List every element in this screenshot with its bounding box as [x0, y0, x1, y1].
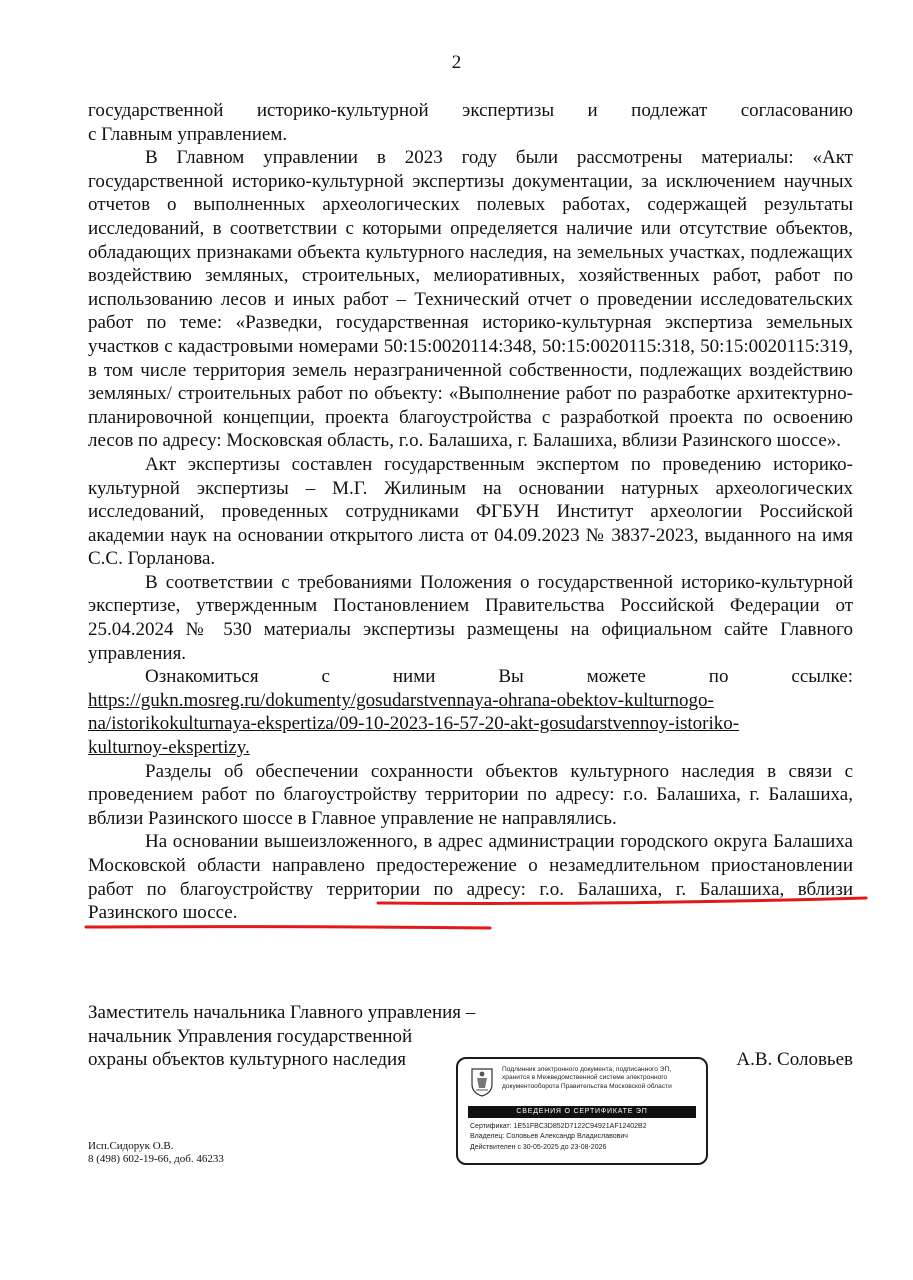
certificate-validity: Действителен с 30-05-2025 до 23-08-2026	[470, 1143, 607, 1151]
paragraph-regulation: В соответствии с требованиями Положения о государственной историко-культурной экспертизе, утвержденным Постановлением Правительства Российской Федерации от 25.04.2024 № 530 материалы экспертизы размещены на официальном сайте Главного управления.	[88, 571, 853, 664]
signer-name: А.В. Соловьев	[736, 1049, 853, 1070]
signature-block	[88, 1001, 508, 1072]
paragraph-1-line-1: государственной историко-культурной экспертизы и подлежат согласованию	[88, 100, 853, 121]
expertise-link-line-1[interactable]: https://gukn.mosreg.ru/dokumenty/gosudarstvennaya-ohrana-obektov-kulturnogo-	[88, 689, 714, 711]
electronic-signature-stamp	[456, 1057, 708, 1165]
paragraph-link-intro: Ознакомиться с ними Вы можете по ссылке:	[145, 666, 853, 688]
expertise-link-line-3[interactable]: kulturnoy-ekspertizy.	[88, 737, 250, 759]
paragraph-expert-act: Акт экспертизы составлен государственным экспертом по проведению историко-культурной экспертизы – М.Г. Жилиным на основании натурных археологических исследований, проведенных сотрудниками ФГБУН Институт археологии Российской академии наук на основании открытого листа от 04.09.2023 № 3837-2023, выданного на имя С.С. Горланова.	[88, 453, 853, 570]
red-underline-2	[86, 927, 490, 928]
expertise-link-line-2[interactable]: na/istorikokulturnaya-ekspertiza/09-10-2023-16-57-20-akt-gosudarstvennoy-istoriko-	[88, 713, 740, 735]
stamp-note-line-3: документооборота Правительства Московской области	[502, 1082, 672, 1090]
paragraph-sections: Разделы об обеспечении сохранности объектов культурного наследия в связи с проведением работ по благоустройству территории по адресу: г.о. Балашиха, г. Балашиха, вблизи Разинского шоссе в Главное управление не направлялись.	[88, 760, 853, 829]
expertise-link[interactable]	[88, 689, 853, 760]
executor-info	[88, 1140, 224, 1166]
stamp-note	[502, 1066, 702, 1091]
coat-of-arms-icon	[468, 1066, 496, 1098]
signatory-title-line-1: Заместитель начальника Главного управления –	[88, 1002, 476, 1023]
executor-name: Исп.Сидорук О.В.	[88, 1140, 174, 1152]
paragraph-materials: В Главном управлении в 2023 году были рассмотрены материалы: «Акт государственной историко-культурной экспертизы документации, за исключением научных отчетов о выполненных археологических полевых работах, содержащей результаты исследований, в соответствии с которыми определяется наличие или отсутствие объектов, обладающих признаками объекта культурного наследия, на земельных участках, подлежащих воздействию земляных, строительных, мелиоративных, хозяйственных работ, работ по использованию лесов и иных работ – Технический отчет о проведении исследовательских работ по теме: «Разведки, государственная историко-культурная экспертиза земельных участков с кадастровыми номерами 50:15:0020114:348, 50:15:0020115:318, 50:15:0020115:319, в том числе территория земель неразграниченной собственности, подлежащих воздействию земляных/ строительных работ по объекту: «Выполнение работ по разработке архитектурно-планировочной концепции, проекта благоустройства с разработкой проекта по освоению лесов по адресу: Московская область, г.о. Балашиха, г. Балашиха, вблизи Разинского шоссе».	[88, 147, 853, 452]
certificate-owner: Владелец: Соловьев Александр Владиславович	[470, 1133, 628, 1141]
signatory-title-line-2: начальник Управления государственной	[88, 1025, 413, 1047]
executor-phone: 8 (498) 602-19-66, доб. 46233	[88, 1153, 224, 1165]
stamp-note-line-1: Подлинник электронного документа, подписанного ЭП,	[502, 1066, 672, 1073]
paragraph-1-line-2: с Главным управлением.	[88, 123, 288, 145]
page-number: 2	[451, 52, 462, 73]
stamp-note-line-2: хранится в Межведомственной системе электронного	[502, 1074, 668, 1082]
certificate-details	[470, 1122, 700, 1153]
paragraph-conclusion: На основании вышеизложенного, в адрес администрации городского округа Балашиха Московской области направлено предостережение о незамедлительном приостановлении работ по благоустройству территории по адресу: г.о. Балашиха, г. Балашиха, вблизи Разинского шоссе.	[88, 831, 853, 924]
signatory-title-line-3: охраны объектов культурного наследия	[88, 1049, 406, 1071]
document-body	[88, 99, 853, 925]
certificate-number: Сертификат: 1E51FBC3D852D7122C94921AF12402B2	[470, 1123, 647, 1130]
certificate-header: СВЕДЕНИЯ О СЕРТИФИКАТЕ ЭП	[468, 1106, 696, 1118]
